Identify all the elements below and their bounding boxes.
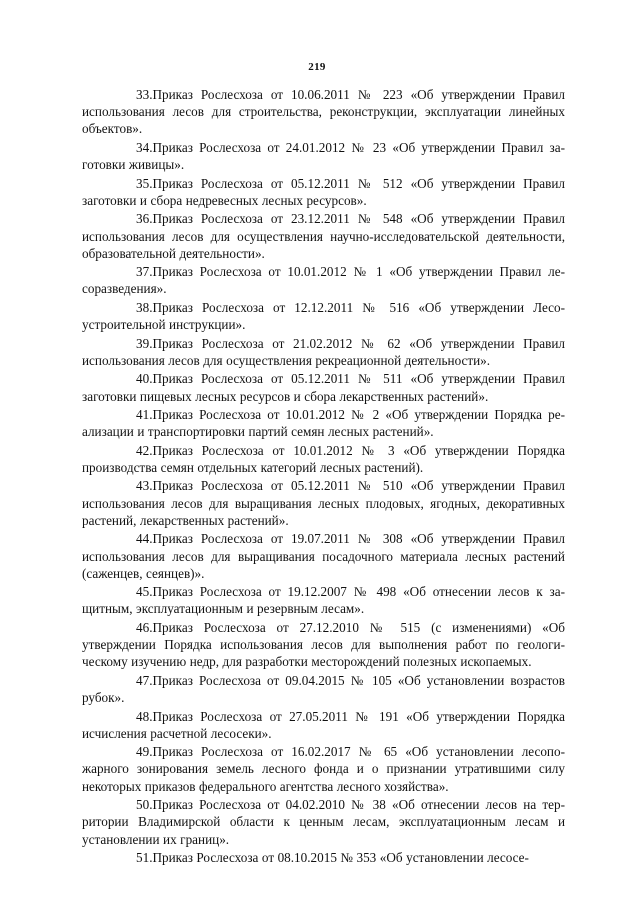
reference-list — [82, 86, 565, 868]
reference-item — [82, 139, 565, 173]
reference-item — [82, 442, 565, 476]
reference-number: 44. — [136, 531, 153, 547]
reference-item — [82, 210, 565, 262]
reference-text: Приказ Рослесхоза от 05.12.2011 № 510 «Об утверждении Правил использования лесов для выращивания лесных плодовых, ягодных, декоративных растений, лекарственных растений». — [82, 478, 565, 528]
reference-item — [82, 849, 565, 866]
reference-number: 36. — [136, 211, 153, 227]
reference-number: 38. — [136, 299, 153, 315]
reference-text: Приказ Рослесхоза от 21.02.2012 № 62 «Об утверждении Правил использования лесов для осуществления рекреационной деятельности». — [82, 335, 565, 368]
reference-text: Приказ Рослесхоза от 19.12.2007 № 498 «Об отнесении лесов к защитным, эксплуатационным и резервным лесам». — [82, 584, 565, 617]
reference-text: Приказ Рослесхоза от 27.05.2011 № 191 «Об утверждении Порядка исчисления расчетной лесосеки». — [82, 708, 565, 741]
reference-item — [82, 743, 565, 795]
reference-item — [82, 583, 565, 617]
reference-item — [82, 477, 565, 529]
reference-text: Приказ Рослесхоза от 27.12.2010 № 515 (с изменениями) «Об утверждении Порядка использования лесов для выполнения работ по геологическому изучению недр, для разработки месторождений полезных ископаемых. — [82, 619, 565, 670]
reference-item — [82, 672, 565, 706]
reference-text: Приказ Рослесхоза от 24.01.2012 № 23 «Об утверждении Правил заготовки живицы». — [82, 139, 565, 173]
reference-item — [82, 530, 565, 582]
reference-number: 35. — [136, 175, 153, 191]
reference-item — [82, 175, 565, 209]
reference-number: 48. — [136, 708, 153, 724]
reference-number: 41. — [136, 407, 153, 423]
reference-item — [82, 406, 565, 440]
reference-text: Приказ Рослесхоза от 23.12.2011 № 548 «Об утверждении Правил использования лесов для осуществления научно-исследовательской деятельности, образовательной деятельности». — [82, 211, 565, 261]
reference-text: Приказ Рослесхоза от 09.04.2015 № 105 «Об установлении возрастов рубок». — [82, 672, 565, 706]
reference-text: Приказ Рослесхоза от 10.01.2012 № 1 «Об утверждении Правил лесоразведения». — [82, 264, 565, 297]
reference-text: Приказ Рослесхоза от 04.02.2010 № 38 «Об отнесении лесов на территории Владимирской области к ценным лесам, эксплуатационным лесам и установлении их границ». — [82, 797, 565, 847]
reference-number: 34. — [136, 139, 153, 155]
reference-item — [82, 619, 565, 671]
reference-text: Приказ Рослесхоза от 10.06.2011 № 223 «Об утверждении Правил использования лесов для строительства, реконструкции, эксплуатации линейных объектов». — [82, 87, 565, 137]
reference-number: 45. — [136, 584, 153, 600]
reference-number: 40. — [136, 371, 153, 387]
reference-text: Приказ Рослесхоза от 19.07.2011 № 308 «Об утверждении Правил использования лесов для выращивания посадочного материала лесных растений (саженцев, сеянцев)». — [82, 531, 565, 581]
reference-number: 39. — [136, 335, 153, 351]
reference-item — [82, 370, 565, 404]
reference-item — [82, 796, 565, 848]
reference-text: Приказ Рослесхоза от 08.10.2015 № 353 «Об установлении лесосе- — [152, 850, 529, 866]
reference-item — [82, 86, 565, 138]
reference-item — [82, 263, 565, 297]
reference-number: 51. — [136, 850, 153, 866]
reference-number: 33. — [136, 87, 153, 102]
reference-number: 49. — [136, 744, 153, 760]
reference-number: 46. — [136, 619, 153, 635]
reference-text: Приказ Рослесхоза от 05.12.2011 № 512 «Об утверждении Правил заготовки и сбора недревесных лесных ресурсов». — [82, 175, 565, 208]
reference-item — [82, 299, 565, 333]
reference-text: Приказ Рослесхоза от 12.12.2011 № 516 «Об утверждении Лесоустроительной инструкции». — [82, 299, 565, 333]
reference-number: 47. — [136, 672, 153, 688]
reference-number: 42. — [136, 442, 153, 458]
reference-number: 50. — [136, 797, 153, 813]
reference-text: Приказ Рослесхоза от 05.12.2011 № 511 «Об утверждении Правил заготовки пищевых лесных ресурсов и сбора лекарственных растений». — [82, 371, 565, 404]
reference-number: 43. — [136, 478, 153, 494]
reference-number: 37. — [136, 264, 153, 280]
page-number: 219 — [308, 61, 326, 73]
reference-item — [82, 335, 565, 369]
reference-text: Приказ Рослесхоза от 10.01.2012 № 2 «Об утверждении Порядка реализации и транспортировки партий семян лесных растений». — [82, 407, 565, 440]
reference-item — [82, 708, 565, 742]
reference-text: Приказ Рослесхоза от 16.02.2017 № 65 «Об установлении лесопожарного зонирования земель лесного фонда и о признании утратившими силу некоторых приказов федерального агентства лесного хозяйства». — [82, 744, 565, 794]
reference-text: Приказ Рослесхоза от 10.01.2012 № 3 «Об утверждении Порядка производства семян отдельных категорий лесных растений). — [82, 442, 565, 475]
